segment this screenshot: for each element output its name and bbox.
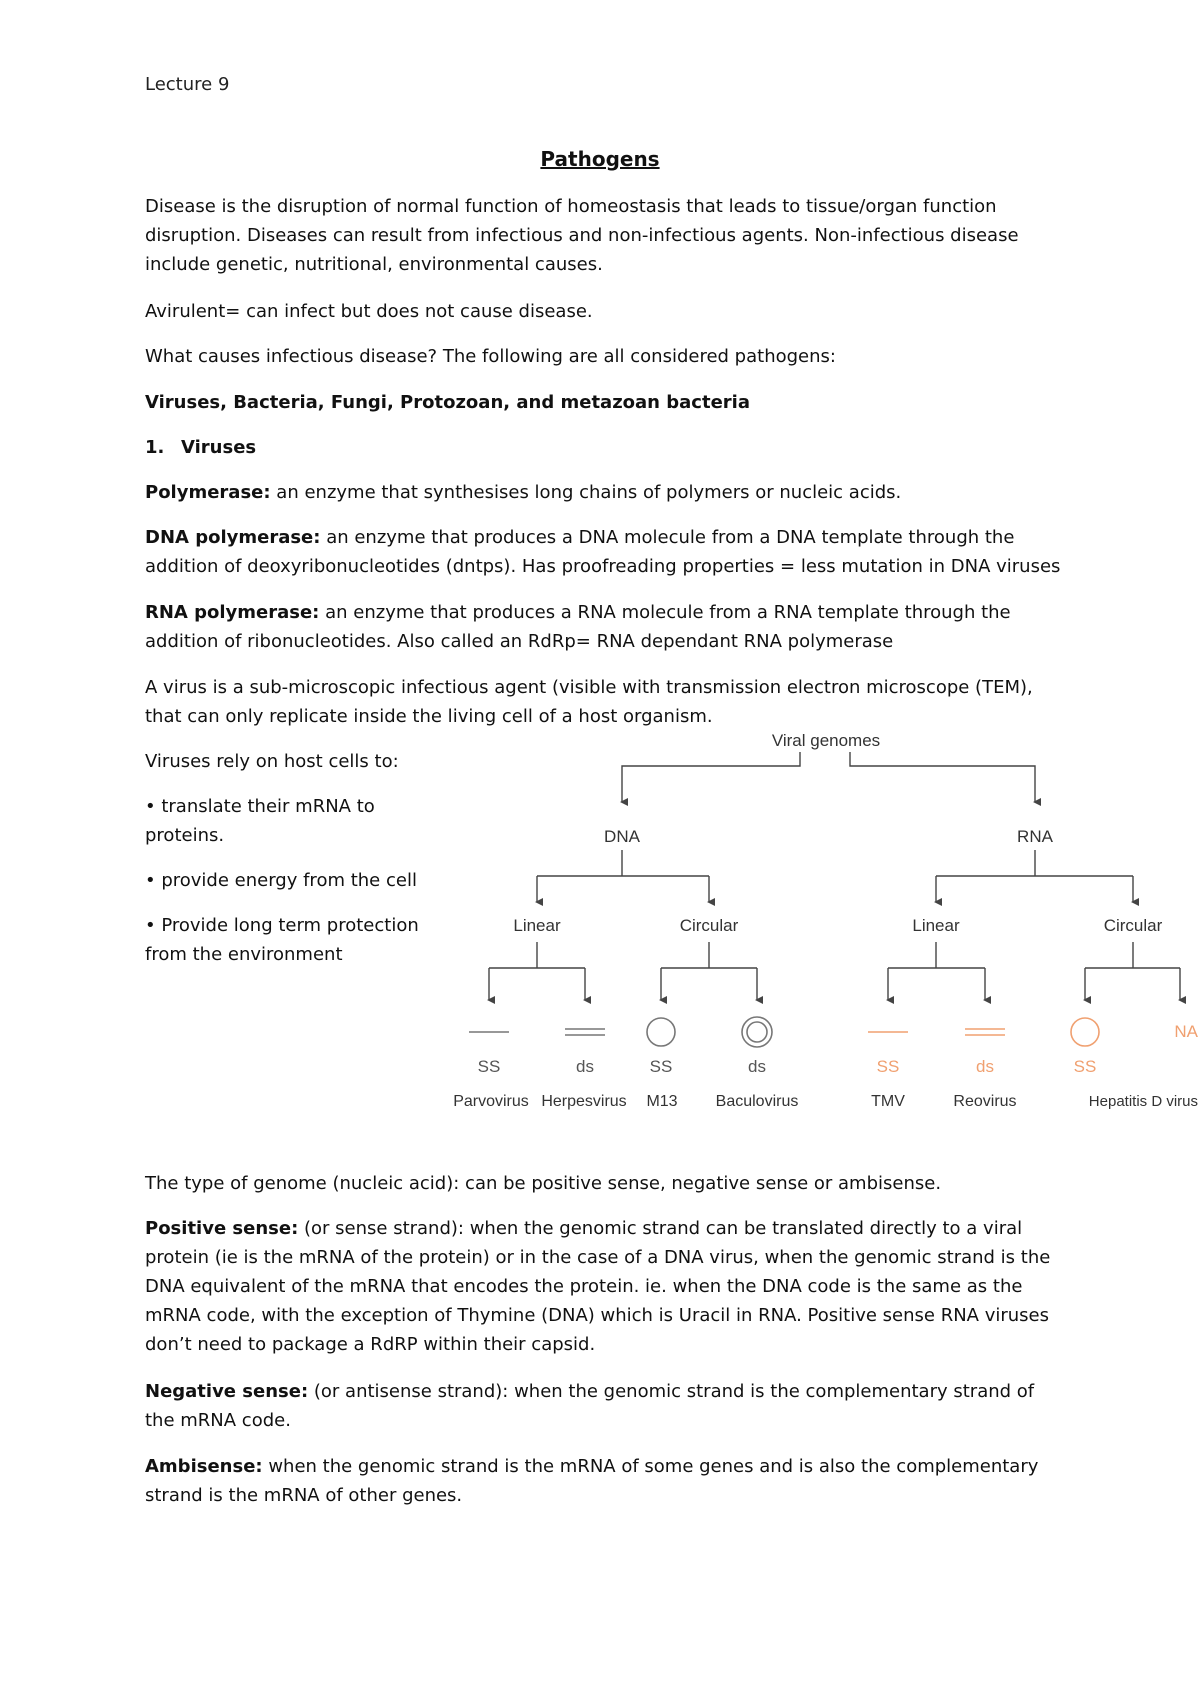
paragraph-disease: Disease is the disruption of normal function of homeostasis that leads to tissue/organ function disruption. Diseases can result from infectious and non-infectious agents. Non-infectious disease include genetic, nutritional, environmental causes.	[145, 196, 1019, 275]
example-parvovirus: Parvovirus	[453, 1093, 529, 1110]
paragraph-question: What causes infectious disease? The following are all considered pathogens:	[145, 346, 836, 367]
node-rna: RNA	[1017, 827, 1053, 846]
text-dna-polymerase: an enzyme that produces a DNA molecule from a DNA template through the addition of deoxyribonucleotides (dntps). Has proofreading properties = less mutation in DNA viruses	[145, 527, 1061, 577]
lecture-header: Lecture 9	[145, 74, 230, 95]
term-positive-sense: Positive sense:	[145, 1218, 299, 1239]
text-positive-sense: (or sense strand): when the genomic strand can be translated directly to a viral protein (ie is the mRNA of the protein) or in the case of a DNA virus, when the genomic strand is the DNA equivalent of the mRNA that encodes the protein. ie. when the DNA code is the same as the mRNA code, with the exception of Thymine (DNA) which is Uracil in RNA. Positive sense RNA viruses don’t need to package a RdRP within their capsid.	[145, 1218, 1051, 1355]
node-dna-circular: Circular	[679, 916, 739, 935]
definition-positive-sense	[145, 1214, 1065, 1359]
term-rna-polymerase: RNA polymerase:	[145, 602, 320, 623]
example-tmv: TMV	[871, 1093, 905, 1110]
term-ambisense: Ambisense:	[145, 1456, 263, 1477]
example-baculovirus: Baculovirus	[715, 1093, 799, 1110]
label-ss-rna-linear: SS	[876, 1057, 900, 1076]
text-negative-sense: (or antisense strand): when the genomic strand is the complementary strand of the mRNA code.	[145, 1381, 1035, 1431]
label-ds-dna-circular: ds	[748, 1057, 766, 1076]
dna-circular-ds-symbol-inner	[747, 1022, 767, 1042]
term-dna-polymerase: DNA polymerase:	[145, 527, 321, 548]
example-m13: M13	[646, 1093, 678, 1110]
example-herpesvirus: Herpesvirus	[541, 1093, 627, 1110]
definition-rna-polymerase	[145, 598, 1065, 656]
definition-ambisense	[145, 1452, 1065, 1510]
diagram-connectors	[489, 752, 1180, 1000]
definition-negative-sense	[145, 1377, 1065, 1435]
node-rna-circular: Circular	[1103, 916, 1163, 935]
term-negative-sense: Negative sense:	[145, 1381, 309, 1402]
label-ss-dna-linear: SS	[477, 1057, 501, 1076]
definition-polymerase	[145, 478, 1065, 507]
definition-dna-polymerase	[145, 523, 1065, 581]
rely-intro: Viruses rely on host cells to:	[145, 751, 399, 772]
node-dna: DNA	[604, 827, 640, 846]
term-polymerase: Polymerase:	[145, 482, 271, 503]
text-rna-polymerase: an enzyme that produces a RNA molecule from a RNA template through the addition of ribonucleotides. Also called an RdRp= RNA dependant RNA polymerase	[145, 602, 1011, 652]
heading-label: Viruses	[181, 437, 257, 458]
node-rna-linear: Linear	[912, 916, 960, 935]
diagram-title: Viral genomes	[771, 731, 881, 750]
rely-bullet-1: • translate their mRNA to proteins.	[145, 796, 375, 846]
pathogen-list: Viruses, Bacteria, Fungi, Protozoan, and metazoan bacteria	[145, 392, 750, 413]
page-title: Pathogens	[540, 147, 660, 171]
viral-genomes-diagram	[0, 720, 1200, 1120]
label-ss-rna-circular: SS	[1073, 1057, 1097, 1076]
paragraph-virus: A virus is a sub-microscopic infectious agent (visible with transmission electron microscope (TEM), that can only replicate inside the living cell of a host organism.	[145, 677, 1033, 727]
heading-viruses	[145, 433, 1065, 462]
text-polymerase: an enzyme that synthesises long chains of polymers or nucleic acids.	[270, 482, 902, 503]
label-ss-dna-circular: SS	[649, 1057, 673, 1076]
rna-circular-ss-symbol	[1071, 1018, 1099, 1046]
node-dna-linear: Linear	[513, 916, 561, 935]
rely-bullet-3: • Provide long term protection from the environment	[145, 915, 419, 965]
text-ambisense: when the genomic strand is the mRNA of some genes and is also the complementary strand is the mRNA of other genes.	[145, 1456, 1039, 1506]
paragraph-genome-type: The type of genome (nucleic acid): can be positive sense, negative sense or ambisense.	[145, 1173, 942, 1194]
dna-circular-ss-symbol	[647, 1018, 675, 1046]
label-ds-rna-linear: ds	[976, 1057, 994, 1076]
heading-number: 1.	[145, 437, 165, 458]
paragraph-avirulent: Avirulent= can infect but does not cause disease.	[145, 301, 593, 322]
label-ds-dna-linear: ds	[576, 1057, 594, 1076]
example-reovirus: Reovirus	[953, 1093, 1017, 1110]
rely-bullet-2: • provide energy from the cell	[145, 870, 417, 891]
rna-circular-na-label: NA	[1174, 1022, 1198, 1041]
example-hepatitis-d: Hepatitis D virus	[1088, 1093, 1198, 1110]
